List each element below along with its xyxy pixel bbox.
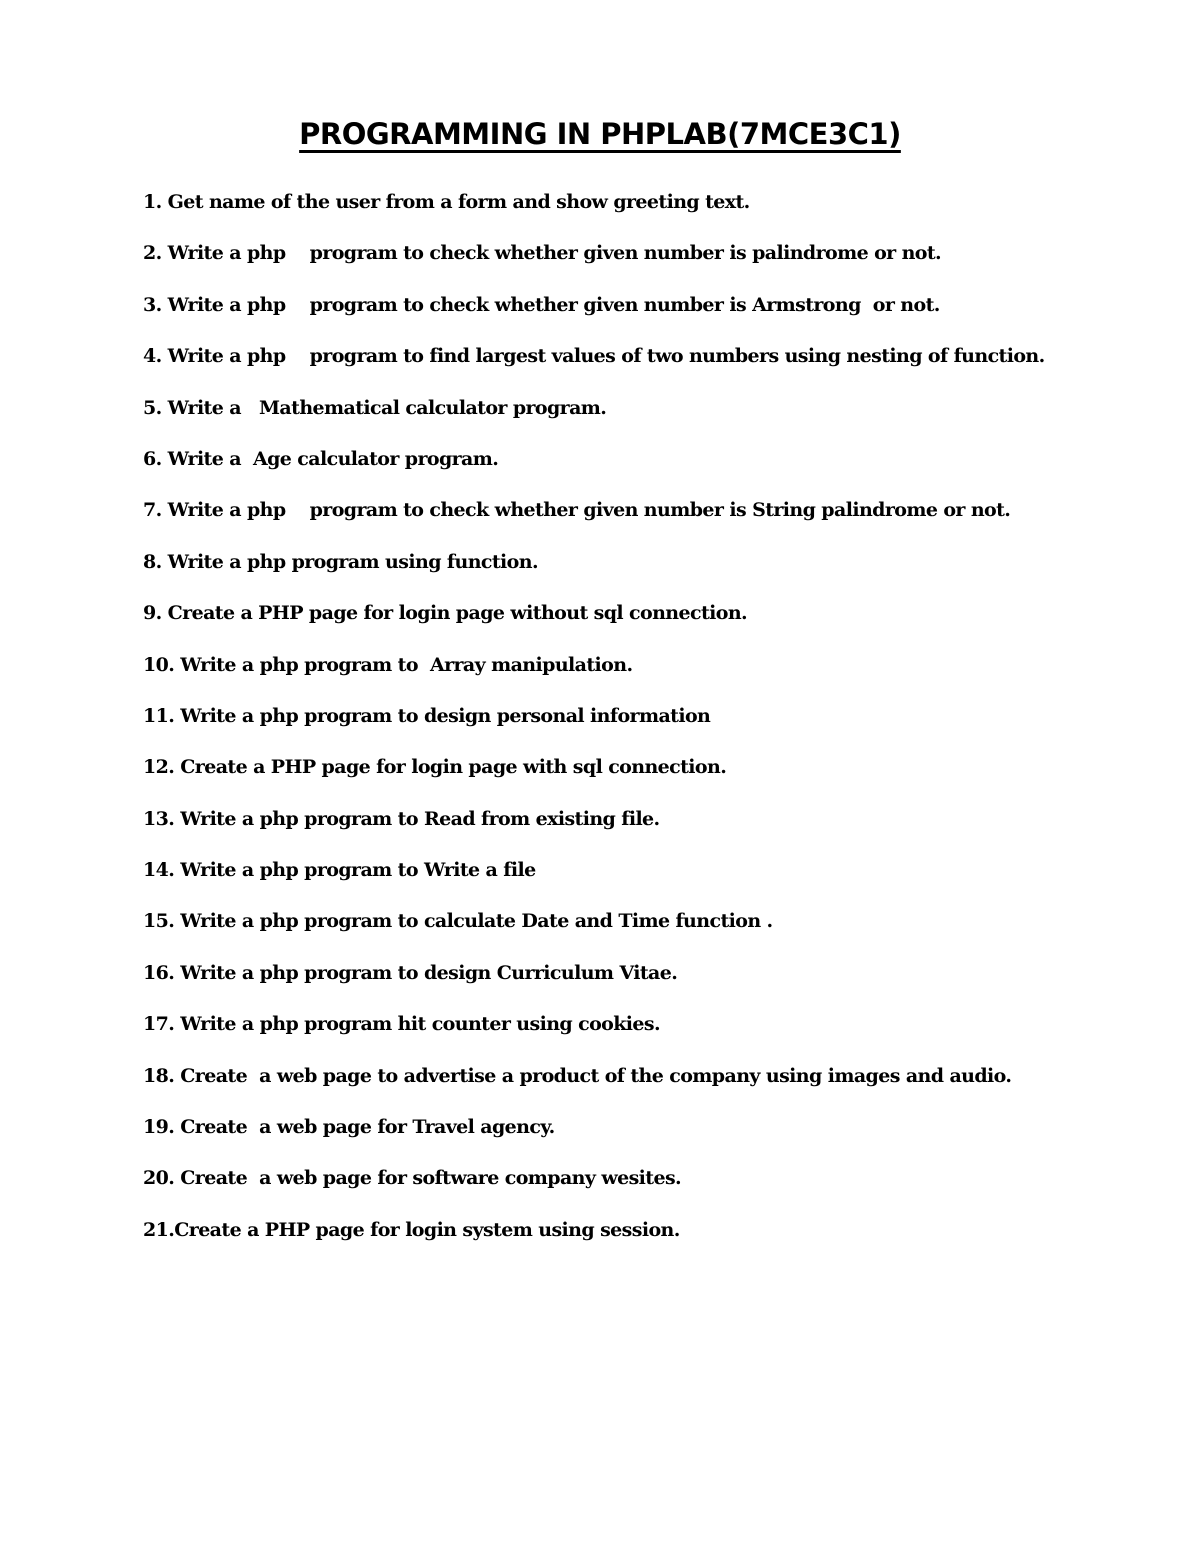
list-item: 6. Write a Age calculator program. <box>143 447 499 470</box>
list-item: 12. Create a PHP page for login page with sql connection. <box>143 756 727 779</box>
page-title-text: PROGRAMMING IN PHPLAB(7MCE3C1) <box>299 117 901 151</box>
list-item: 5. Write a Mathematical calculator program. <box>143 396 607 419</box>
list-item: 8. Write a php program using function. <box>143 550 538 573</box>
list-item: 11. Write a php program to design personal information <box>143 704 711 727</box>
list-item: 1. Get name of the user from a form and show greeting text. <box>143 191 750 213</box>
list-item: 4. Write a php program to find largest values of two numbers using nesting of function. <box>143 345 1045 368</box>
list-item: 17. Write a php program hit counter using cookies. <box>143 1013 661 1036</box>
list-item: 7. Write a php program to check whether given number is String palindrome or not. <box>143 499 1011 522</box>
list-item: 18. Create a web page to advertise a product of the company using images and audio. <box>143 1064 1012 1087</box>
list-item: 9. Create a PHP page for login page without sql connection. <box>143 602 748 625</box>
list-item: 16. Write a php program to design Curriculum Vitae. <box>143 961 678 984</box>
list-item: 3. Write a php program to check whether given number is Armstrong or not. <box>143 293 940 316</box>
list-item: 14. Write a php program to Write a file <box>143 859 536 882</box>
list-item: 20. Create a web page for software company wesites. <box>143 1167 682 1190</box>
list-item: 15. Write a php program to calculate Date and Time function . <box>143 910 773 933</box>
page-title <box>0 112 1200 156</box>
list-item: 21.Create a PHP page for login system using session. <box>143 1218 680 1241</box>
exercise-list <box>143 186 1083 1265</box>
list-item: 19. Create a web page for Travel agency. <box>143 1116 555 1139</box>
list-item: 10. Write a php program to Array manipulation. <box>143 653 633 676</box>
list-item: 2. Write a php program to check whether given number is palindrome or not. <box>143 242 942 265</box>
list-item: 13. Write a php program to Read from existing file. <box>143 807 660 830</box>
